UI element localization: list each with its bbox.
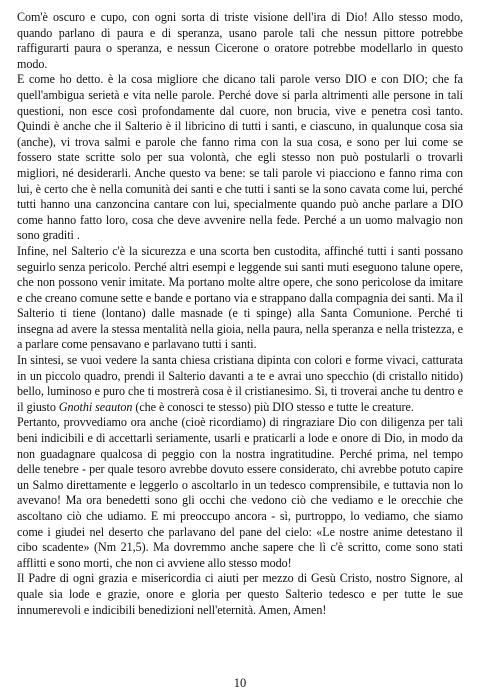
greek-phrase: Gnothi seauton: [58, 399, 133, 414]
paragraph-2: [17, 72, 463, 244]
paragraph-5: [17, 415, 463, 571]
paragraph-2-text: E come ho detto. è la cosa migliore che dicano tali parole verso DIO e con DIO; che fa quell'ambigua serietà e vita nelle parole. Perché dove si parla altrimenti alle persone in tali questioni, non esce così profondamente dal cuore, non brucia, vive e penetra così tanto. Quindi è anche che il Salterio è il libricino di tutti i santi, e ciascuno, in qualunque cosa sia (anche), vi trova salmi e parole che fanno rima con la sua cosa, e sono per lui come se fossero state scritte solo per sua volontà, che egli stesso non può postularli o trovarli migliori, né desiderarli. Anche questo va bene: se tali parole vi piacciono e fanno rima con lui, è certo che è nella comunità dei santi e che tutti i santi se la sono cavata come lui, perché tutti hanno una canzoncina cantare con lui, specialmente quando può anche parlare a DIO come hanno fatto loro, cosa che deve avvenire nella fede. Perché a un uomo malvagio non sono graditi .: [17, 72, 463, 243]
page-number: 10: [233, 676, 247, 690]
paragraph-3: [17, 244, 463, 353]
paragraph-4: [17, 353, 463, 415]
paragraph-4-text-a: In sintesi, se vuoi vedere la santa chiesa cristiana dipinta con colori e forme vivaci, catturata in un piccolo quadro, prendi il Salterio davanti a te e avrai uno specchio (di cristallo nitido) bello, luminoso e puro che ti mostrerà cosa è il cristianesimo. Sì, ti troverai anche tu dentro e il giusto: [17, 353, 463, 414]
paragraph-1-text: Com'è oscuro e cupo, con ogni sorta di triste visione dell'ira di Dio! Allo stesso modo, quando parlano di paura e di speranza, usano parole tali che nessun pittore potrebbe raffigurarti paura o speranza, e nessun Cicerone o oratore potrebbe modellarlo in questo modo.: [17, 10, 463, 71]
body-text: [17, 10, 463, 618]
paragraph-6-text: Il Padre di ogni grazia e misericordia ci aiuti per mezzo di Gesù Cristo, nostro Signore, al quale sia lode e grazie, onore e gloria per questo Salterio tedesco e per tutte le sue innumerevoli e indicibili benedizioni nell'eternità. Amen, Amen!: [17, 571, 463, 617]
paragraph-5-text: Pertanto, provvediamo ora anche (cioè ricordiamo) di ringraziare Dio con diligenza per tali beni indicibili e di accettarli seriamente, usarli e praticarli a lode e onore di Dio, in modo da non guadagnare qualcosa di peggio con la nostra ingratitudine. Perché prima, nel tempo delle tenebre - per quale tesoro avrebbe dovuto essere considerato, chi avrebbe potuto capire un Salmo direttamente e leggerlo o ascoltarlo in un tedesco comprensibile, e tuttavia non lo avevano! Ma ora benedetti sono gli occhi che vedono ciò che vediamo e le orecchie che ascoltano ciò che udiamo. E mi preoccupo ancora - sì, purtroppo, lo vediamo, che siamo come i giudei nel deserto che parlavano del pane del cielo: «Le nostre anime detestano il cibo scadente» (Nm 21,5). Ma dovremmo anche sapere che lì c'è scritto, come sono stati afflitti e sono morti, che non ci avviene allo stesso modo!: [17, 415, 463, 570]
paragraph-4-text-b: (che è conosci te stesso) più DIO stesso e tutte le creature.: [132, 399, 414, 414]
paragraph-6: [17, 571, 463, 618]
paragraph-1: [17, 10, 463, 72]
paragraph-3-text: Infine, nel Salterio c'è la sicurezza e una scorta ben custodita, affinché tutti i santi possano seguirlo senza pericolo. Perché altri esempi e leggende sui santi muti eseguono talune opere, che non possono venir imitate. Ma portano molte altre opere, che sono pericolose da imitare e che creano comune sette e bande e portano via e strappano dalla compagnia dei santi. Ma il Salterio ti tiene (lontano) dalle masnade (e ti spinge) alla Santa Comunione. Perché ti insegna ad avere la stessa mentalità nella gioia, nella paura, nella speranza e nella tristezza, e a parlare come pensavano e parlavano tutti i santi.: [17, 243, 463, 352]
